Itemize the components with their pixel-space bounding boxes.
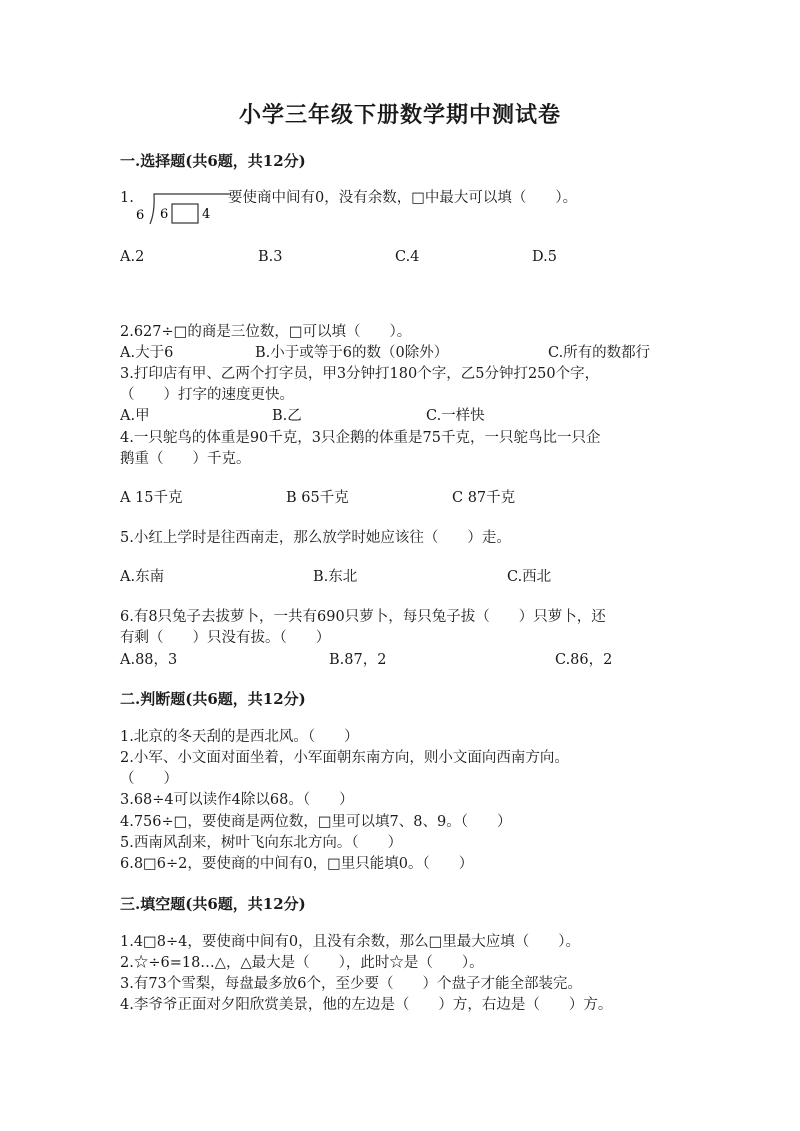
q5-option-c: C.西北 xyxy=(507,569,552,585)
q3-option-a: A.甲 xyxy=(120,408,150,424)
q1-text: 要使商中间有0，没有余数，□中最大可以填（ ）。 xyxy=(228,190,578,206)
q4-option-b: B 65千克 xyxy=(286,490,349,506)
fill-item-2: 2.☆÷6=18…△，△最大是（ ），此时☆是（ ）。 xyxy=(120,955,484,971)
section-header-fill: 三.填空题(共6题，共12分) xyxy=(120,895,306,913)
dividend-digit-3: 4 xyxy=(202,207,211,222)
blank-box xyxy=(172,204,198,223)
q2-option-a: A.大于6 xyxy=(120,345,174,361)
q2-option-b: B.小于或等于6的数（0除外） xyxy=(255,345,449,361)
fill-item-1: 1.4□8÷4，要使商中间有0，且没有余数，那么□里最大应填（ ）。 xyxy=(120,934,581,950)
q1-number: 1. xyxy=(120,190,134,206)
judge-item-2-blank: （ ） xyxy=(120,771,178,787)
q2-option-c: C.所有的数都行 xyxy=(548,345,651,361)
dividend-digit-1: 6 xyxy=(160,207,169,222)
judge-item-2: 2.小军、小文面对面坐着，小军面朝东南方向，则小文面向西南方向。 xyxy=(120,750,569,766)
fill-item-4: 4.李爷爷正面对夕阳欣赏美景，他的左边是（ ）方，右边是（ ）方。 xyxy=(120,997,613,1013)
q2-text: 2.627÷□的商是三位数，□可以填（ ）。 xyxy=(120,324,412,340)
section-header-choice: 一.选择题(共6题，共12分) xyxy=(120,152,306,170)
q3-option-c: C.一样快 xyxy=(426,408,485,424)
q5-text: 5.小红上学时是往西南走，那么放学时她应该往（ ）走。 xyxy=(120,530,511,546)
q6-line1: 6.有8只兔子去拔萝卜，一共有690只萝卜，每只兔子拔（ ）只萝卜，还 xyxy=(120,609,606,625)
q3-option-b: B.乙 xyxy=(272,408,302,424)
long-division-figure xyxy=(120,188,230,228)
q5-option-b: B.东北 xyxy=(313,569,358,585)
judge-item-1: 1.北京的冬天刮的是西北风。（ ） xyxy=(120,729,359,745)
q1-option-c: C.4 xyxy=(395,249,420,265)
q6-option-c: C.86，2 xyxy=(555,652,613,668)
divisor: 6 xyxy=(136,208,145,223)
q3-line1: 3.打印店有甲、乙两个打字员，甲3分钟打180个字，乙5分钟打250个字， xyxy=(120,366,600,382)
judge-item-3: 3.68÷4可以读作4除以68。（ ） xyxy=(120,792,354,808)
q3-line2: （ ）打字的速度更快。 xyxy=(120,387,294,403)
section-header-judge: 二.判断题(共6题，共12分) xyxy=(120,690,306,708)
q4-line1: 4.一只鸵鸟的体重是90千克，3只企鹅的体重是75千克，一只鸵鸟比一只企 xyxy=(120,430,601,446)
q4-option-a: A 15千克 xyxy=(120,490,183,506)
page-title: 小学三年级下册数学期中测试卷 xyxy=(238,102,561,128)
judge-item-4: 4.756÷□，要使商是两位数，□里可以填7、8、9。（ ） xyxy=(120,814,512,830)
q4-option-c: C 87千克 xyxy=(452,490,516,506)
q5-option-a: A.东南 xyxy=(120,569,165,585)
q6-option-a: A.88，3 xyxy=(120,652,178,668)
judge-item-5: 5.西南风刮来，树叶飞向东北方向。（ ） xyxy=(120,835,403,851)
q1-option-b: B.3 xyxy=(258,249,283,265)
q4-line2: 鹅重（ ）千克。 xyxy=(120,451,251,467)
q6-line2: 有剩（ ）只没有拔。（ ） xyxy=(120,630,331,646)
q1-option-d: D.5 xyxy=(532,249,557,265)
q6-option-b: B.87，2 xyxy=(329,652,387,668)
fill-item-3: 3.有73个雪梨，每盘最多放6个，至少要（ ）个盘子才能全部装完。 xyxy=(120,976,583,992)
q1-option-a: A.2 xyxy=(120,249,145,265)
judge-item-6: 6.8□6÷2，要使商的中间有0，□里只能填0。（ ） xyxy=(120,856,474,872)
